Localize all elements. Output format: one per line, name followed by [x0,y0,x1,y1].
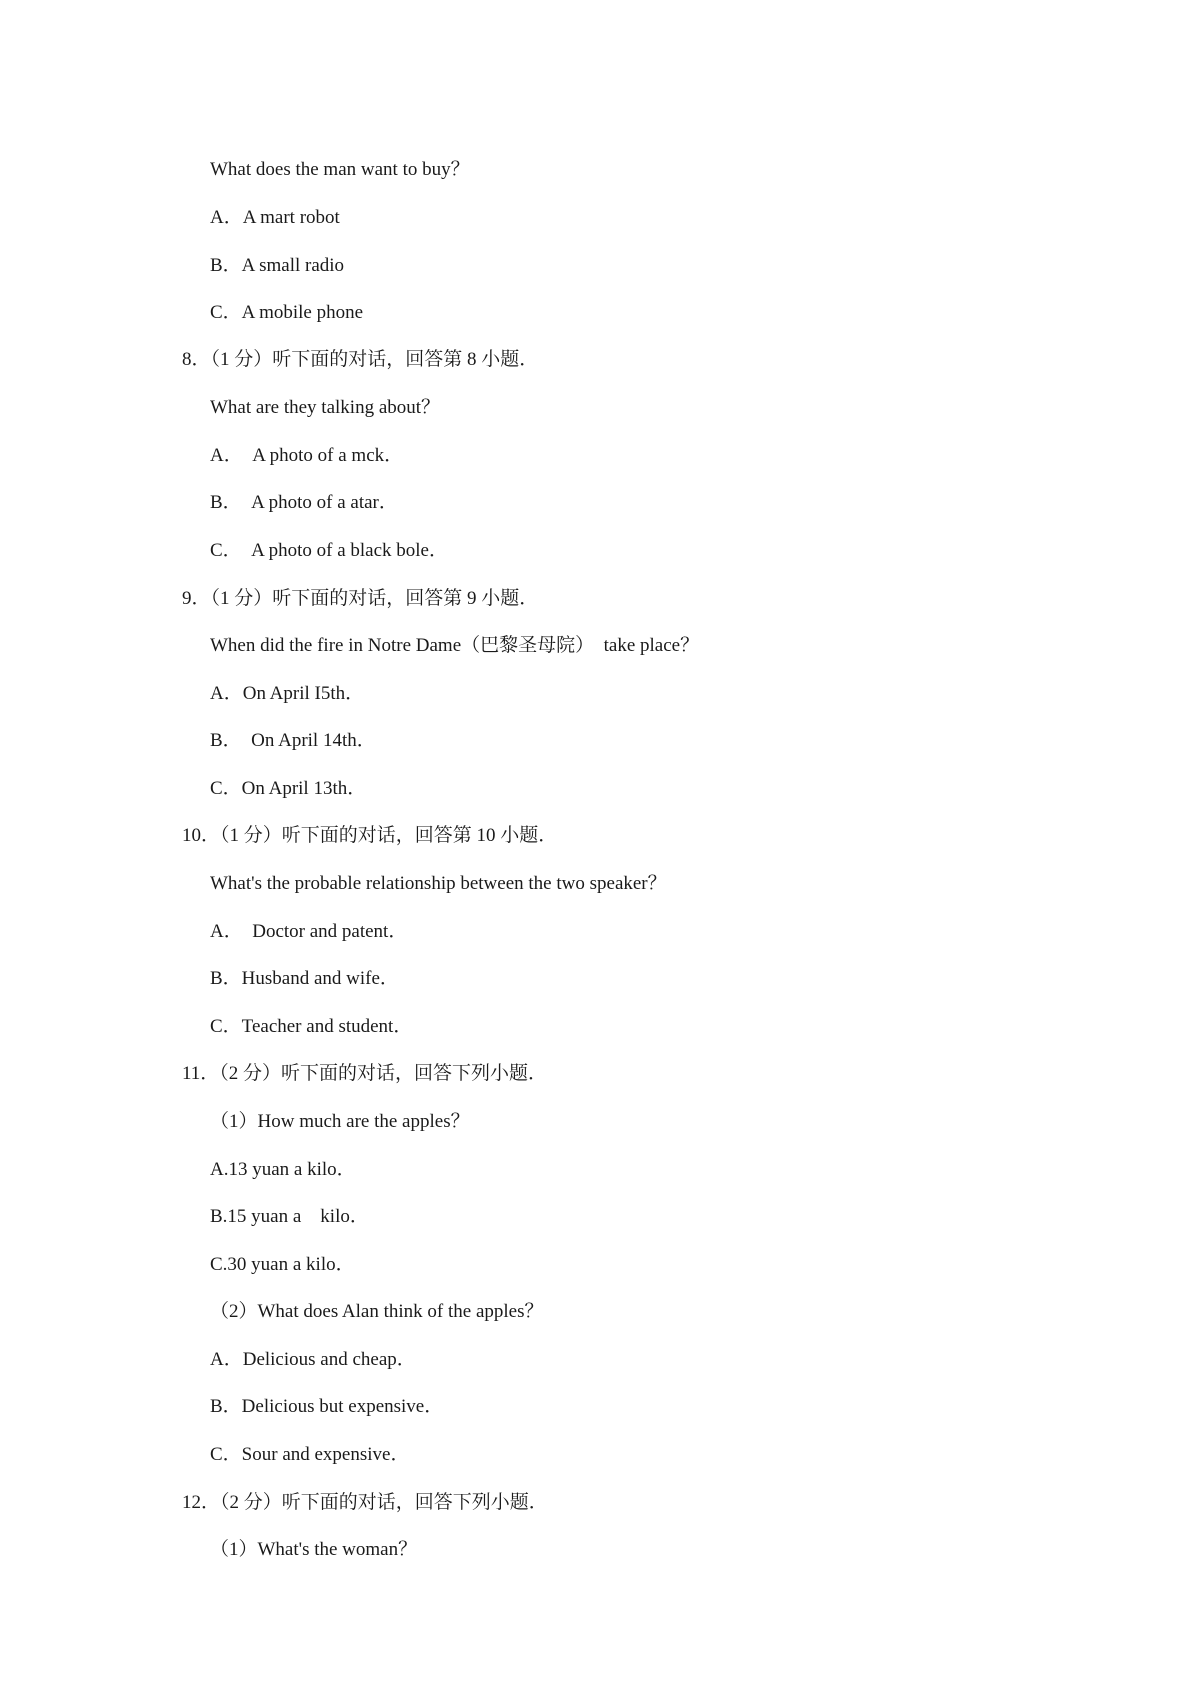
q8-question: What are they talking about？ [210,397,441,418]
q9-header: 9．（1 分）听下面的对话，回答第 9 小题． [182,588,539,609]
q11-sub2-question: （2）What does Alan think of the apples？ [210,1301,544,1322]
q11-sub2-option-b: B．Delicious but expensive． [210,1396,444,1417]
q11-sub1-option-a: A.13 yuan a kilo． [210,1159,356,1180]
q11-sub2-option-c: C．Sour and expensive． [210,1444,410,1465]
q11-sub1-option-b: B.15 yuan a kilo． [210,1206,369,1227]
q7-option-a: A．A mart robot [210,207,340,228]
q11-sub1-option-c: C.30 yuan a kilo． [210,1254,355,1275]
q11-sub1-question: （1）How much are the apples？ [210,1111,470,1132]
q8-option-b: B． A photo of a atar． [210,492,398,513]
q11-header: 11．（2 分）听下面的对话，回答下列小题． [182,1063,548,1084]
q7-option-c: C．A mobile phone [210,302,364,323]
q8-header: 8．（1 分）听下面的对话，回答第 8 小题． [182,349,539,370]
q10-header: 10．（1 分）听下面的对话，回答第 10 小题． [182,825,558,846]
q11-sub2-option-a: A．Delicious and cheap． [210,1349,416,1370]
q12-header: 12．（2 分）听下面的对话，回答下列小题． [182,1492,548,1513]
q7-question: What does the man want to buy？ [210,159,470,180]
q10-option-c: C．Teacher and student． [210,1016,413,1037]
q7-option-b: B．A small radio [210,255,345,276]
q8-option-a: A． A photo of a mck． [210,445,404,466]
q10-option-a: A． Doctor and patent． [210,921,408,942]
q9-option-a: A．On April I5th． [210,683,365,704]
q12-sub1-question: （1）What's the woman？ [210,1539,418,1560]
q10-option-b: B．Husband and wife． [210,968,399,989]
q9-question: When did the fire in Notre Dame（巴黎圣母院） take place？ [210,635,700,656]
q9-option-c: C．On April 13th． [210,778,367,799]
q10-question: What's the probable relationship between the two speaker？ [210,873,667,894]
q9-option-b: B． On April 14th． [210,730,376,751]
q8-option-c: C． A photo of a black bole． [210,540,448,561]
